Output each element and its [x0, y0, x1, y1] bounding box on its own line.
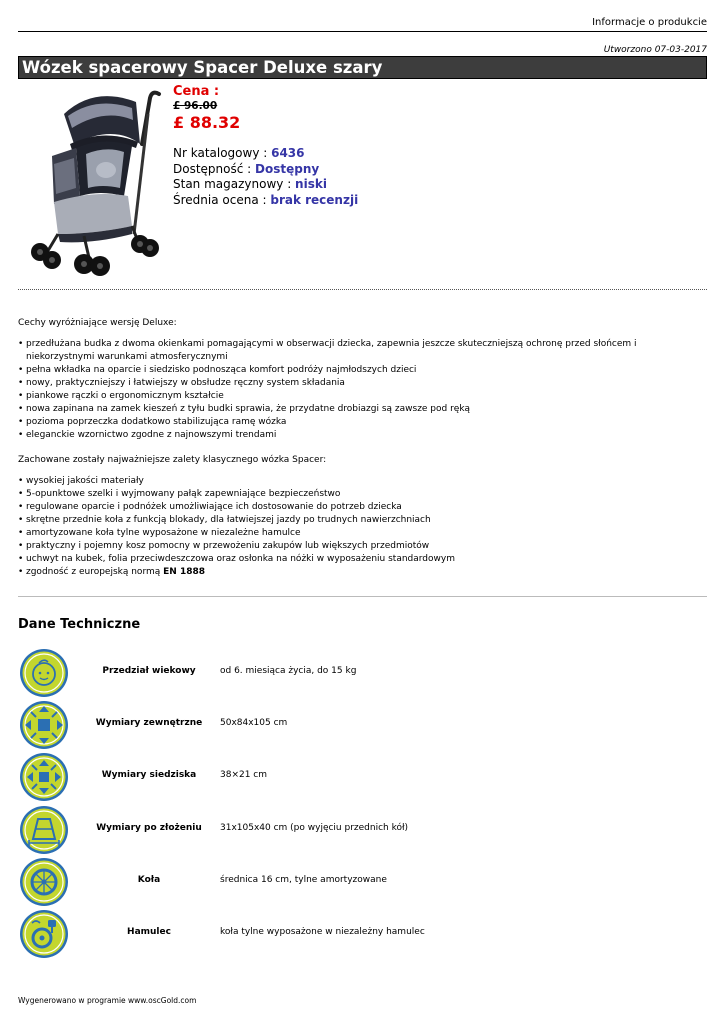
list-item: • amortyzowane koła tylne wyposażone w niezależne hamulce	[18, 527, 707, 540]
brake-icon	[18, 909, 70, 959]
list-item: • uchwyt na kubek, folia przeciwdeszczowa oraz osłonka na nóżki w wyposażeniu standardowym	[18, 553, 707, 566]
list-item: • nowa zapinana na zamek kieszeń z tyłu budki sprawia, że przydatne drobiazgi są zawsze pod ręką	[18, 403, 707, 416]
tech-row-age	[18, 648, 707, 698]
list-item: • piankowe rączki o ergonomicznym kształcie	[18, 390, 707, 403]
description	[18, 317, 707, 579]
tech-value: 31x105x40 cm (po wyjęciu przednich kół)	[220, 823, 409, 833]
tech-value: od 6. miesiąca życia, do 15 kg	[220, 666, 357, 676]
tech-label: Wymiary zewnętrzne	[95, 718, 203, 728]
tech-section-title: Dane Techniczne	[18, 617, 141, 632]
catalog-number-label: Nr katalogowy :	[173, 146, 272, 160]
list-item: • wysokiej jakości materiały	[18, 475, 707, 488]
footer-text: Wygenerowano w programie www.oscGold.com	[18, 996, 197, 1005]
list-item: • 5-opunktowe szelki i wyjmowany pałąk zapewniające bezpieczeństwo	[18, 488, 707, 501]
product-title: Wózek spacerowy Spacer Deluxe szary	[22, 58, 383, 77]
section-divider	[18, 596, 707, 597]
description-intro-deluxe: Cechy wyróżniające wersję Deluxe:	[18, 318, 177, 328]
tech-row-outer-dimensions	[18, 700, 707, 750]
tech-label: Koła	[137, 875, 161, 885]
list-item: • praktyczny i pojemny kosz pomocny w przewożeniu zakupów lub większych przedmiotów	[18, 540, 707, 553]
tech-row-brake	[18, 909, 707, 959]
folded-dimensions-icon	[18, 805, 70, 855]
created-date: Utworzono 07-03-2017	[603, 45, 707, 55]
tech-label: Wymiary siedziska	[101, 770, 197, 780]
product-info	[173, 146, 358, 208]
list-item: • pozioma poprzeczka dodatkowo stabilizująca ramę wózka	[18, 416, 707, 429]
list-item: • regulowane oparcie i podnóżek umożliwiające ich dostosowanie do potrzeb dziecka	[18, 501, 707, 514]
price-block	[173, 84, 240, 132]
catalog-number-value: 6436	[271, 146, 305, 160]
new-price: £ 88.32	[173, 113, 241, 132]
availability-row	[173, 162, 358, 178]
tech-value: 50x84x105 cm	[220, 718, 288, 728]
tech-label: Hamulec	[127, 927, 171, 937]
stock-label: Stan magazynowy :	[173, 177, 296, 191]
deluxe-feature-list	[18, 338, 707, 442]
product-image	[24, 84, 164, 284]
norm-text: zgodność z europejską normą	[26, 567, 164, 577]
list-item	[18, 566, 707, 579]
list-item: • pełna wkładka na oparcie i siedzisko podnosząca komfort podróży najmłodszych dzieci	[18, 364, 707, 377]
old-price: £ 96.00	[173, 100, 218, 112]
tech-value: średnica 16 cm, tylne amortyzowane	[220, 875, 387, 885]
classic-feature-list	[18, 475, 707, 579]
tech-row-wheels	[18, 857, 707, 907]
rating-row	[173, 193, 358, 209]
title-bar	[18, 56, 707, 79]
list-item: • eleganckie wzornictwo zgodne z najnowszymi trendami	[18, 429, 707, 442]
stock-row	[173, 177, 358, 193]
rating-value: brak recenzji	[270, 192, 359, 207]
tech-label: Przedział wiekowy	[102, 666, 196, 676]
tech-label: Wymiary po złożeniu	[96, 823, 202, 833]
list-item: • przedłużana budka z dwoma okienkami pomagającymi w obserwacji dziecka, zapewnia jeszcze skuteczniejszą ochronę przed słońcem i niekorzystnymi warunkami atmosferycznymi	[18, 338, 707, 364]
header-section-label: Informacje o produkcie	[592, 17, 707, 28]
availability-value: Dostępny	[255, 161, 320, 176]
list-item: • nowy, praktyczniejszy i łatwiejszy w obsłudze ręczny system składania	[18, 377, 707, 390]
catalog-number-row	[173, 146, 358, 162]
description-intro-classic: Zachowane zostały najważniejsze zalety klasycznego wózka Spacer:	[18, 455, 327, 465]
tech-value: 38×21 cm	[220, 770, 268, 780]
norm-code: EN 1888	[163, 567, 205, 577]
tech-row-folded-dimensions	[18, 805, 707, 855]
list-item: • skrętne przednie koła z funkcją blokady, dla łatwiejszej jazdy po trudnych nawierzchniach	[18, 514, 707, 527]
stock-value: niski	[295, 177, 327, 191]
price-label: Cena :	[173, 84, 220, 99]
outer-dimensions-icon	[18, 700, 70, 750]
tech-row-seat-dimensions	[18, 752, 707, 802]
dotted-divider	[18, 289, 707, 290]
tech-value: koła tylne wyposażone w niezależny hamulec	[220, 927, 425, 937]
header-divider	[18, 31, 707, 32]
baby-face-icon	[18, 648, 70, 698]
availability-label: Dostępność :	[173, 161, 256, 176]
wheel-icon	[18, 857, 70, 907]
seat-dimensions-icon	[18, 752, 70, 802]
rating-label: Średnia ocena :	[173, 192, 271, 207]
